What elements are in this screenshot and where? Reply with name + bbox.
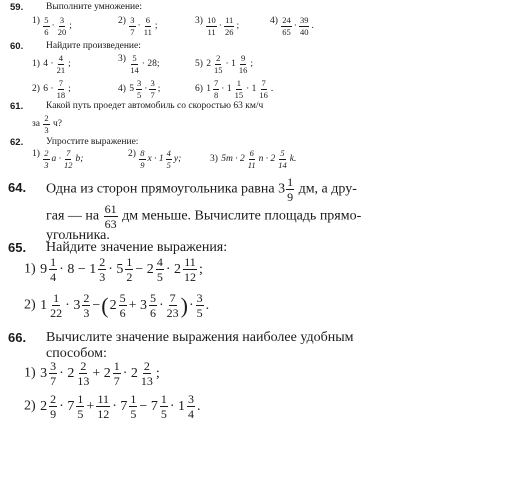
math-text: ; (68, 59, 71, 69)
problem-66-line-2: способом: (46, 346, 107, 361)
math-text: a · (51, 154, 62, 164)
math-text: ; (236, 21, 240, 31)
fraction: $\frac{3}{7}$ (150, 78, 155, 100)
math-text: · 3 (65, 297, 81, 313)
math-text: 4 · (43, 59, 54, 69)
problem-59-title: Выполните умножение: (46, 2, 142, 12)
fraction: $\frac{7}{18}$ (56, 78, 66, 100)
problem-60-item-4: 4) 5 $\frac{3}{5}$ · $\frac{3}{7}$ ; (118, 78, 161, 100)
problem-60-title: Найдите произведение: (46, 41, 141, 51)
math-text: ; (154, 21, 158, 31)
problem-62-item-1: 1) $\frac{2}{3}$ a · $\frac{7}{12}$ b; (32, 148, 84, 170)
problem-60-item-2: 2) 6 · $\frac{7}{18}$ ; (32, 78, 71, 100)
math-text: + 3 (128, 297, 147, 313)
fraction: $\frac{9}{16}$ (238, 53, 248, 75)
fraction: $\frac{2}{3}$ (99, 255, 106, 284)
problem-65-title: Найдите значение выражения: (46, 240, 228, 255)
problem-59-item-3: 3) $\frac{10}{11}$ · $\frac{11}{26}$ ; (195, 15, 240, 37)
math-text: · (51, 21, 55, 31)
fraction: $\frac{5}{14}$ (130, 53, 139, 75)
math-text: · 2 (59, 365, 75, 381)
math-text: ; (69, 21, 72, 31)
problem-65-item-1: 1) 9 $\frac{1}{4}$ · 8 − 1 $\frac{2}{3}$ · 5 $\frac{1}{2}$ − 2 $\frac{4}{5}$ · 2 $\frac{11}{12}$ ; (24, 255, 203, 284)
fraction: $\frac{2}{3}$ (83, 291, 90, 320)
math-text: . (205, 297, 210, 313)
fraction: $\frac{7}{12}$ (64, 148, 73, 170)
math-text: + 2 (92, 365, 111, 381)
problem-66-line-1: Вычислите значение выражения наиболее удобным (46, 330, 354, 345)
fraction: $\frac{3}{5}$ (137, 78, 142, 100)
math-text: ; (250, 59, 253, 69)
math-text: 3 (40, 365, 48, 381)
math-text: y; (173, 154, 182, 164)
math-text: 1 (40, 297, 48, 313)
math-text: · (293, 21, 297, 31)
math-text: · 7 (59, 398, 75, 414)
fraction: $\frac{3}{20}$ (57, 15, 67, 37)
fraction: $\frac{39}{40}$ (299, 15, 309, 37)
problem-61-fraction: $\frac{2}{3}$ (44, 113, 49, 135)
math-text: · 28; (141, 59, 160, 69)
problem-59-item-1: 1) $\frac{5}{6}$ · $\frac{3}{20}$ ; (32, 15, 72, 37)
math-text: · 8 − 1 (59, 261, 97, 277)
math-text: 2 (206, 59, 212, 69)
fraction: $\frac{3}{7}$ (130, 15, 135, 37)
math-text: . (270, 84, 274, 94)
problem-66-number: 66. (8, 330, 27, 345)
math-text: 6 · (43, 84, 54, 94)
math-text: ; (68, 84, 71, 94)
fraction: $\frac{3}{5}$ (196, 291, 203, 320)
problem-59-item-2: 2) $\frac{3}{7}$ · $\frac{6}{11}$ ; (118, 15, 158, 37)
math-text: · (137, 21, 141, 31)
fraction: $\frac{10}{11}$ (207, 15, 216, 37)
math-text: + (86, 398, 95, 414)
math-text: · (144, 84, 148, 94)
fraction: $\frac{1}{5}$ (77, 392, 84, 421)
problem-62-item-3: 3) 5m · 2 $\frac{6}{11}$ n · 2 $\frac{5}{14}$ k. (210, 148, 297, 170)
problem-61-number: 61. (10, 101, 24, 112)
fraction: $\frac{1}{15}$ (234, 78, 244, 100)
fraction: $\frac{2}{13}$ (140, 359, 153, 388)
fraction: $\frac{7}{16}$ (259, 78, 268, 100)
problem-60-item-5: 5) 2 $\frac{2}{15}$ · 1 $\frac{9}{16}$ ; (195, 53, 253, 75)
problem-64-number: 64. (8, 180, 27, 195)
fraction: $\frac{2}{9}$ (50, 392, 57, 421)
math-text: · 1 (246, 84, 257, 94)
problem-64-line-1: Одна из сторон прямоугольника равна 3 $\frac{1}{9}$ дм, а дру- (46, 175, 357, 204)
math-text: 1 (206, 84, 212, 94)
fraction: $\frac{1}{4}$ (50, 255, 57, 284)
fraction: $\frac{11}{26}$ (224, 15, 234, 37)
math-text: · 1 (221, 84, 232, 94)
problem-65-number: 65. (8, 240, 27, 255)
fraction: $\frac{11}{12}$ (183, 255, 196, 284)
fraction: $\frac{24}{65}$ (282, 15, 291, 37)
problem-66-item-1: 1) 3 $\frac{3}{7}$ · 2 $\frac{2}{13}$ + 2 $\frac{1}{7}$ · 2 $\frac{2}{13}$ ; (24, 359, 160, 388)
math-text: 2 (109, 297, 117, 313)
math-text: k. (289, 154, 297, 164)
fraction: $\frac{8}{9}$ (140, 148, 145, 170)
fraction: $\frac{7}{8}$ (214, 78, 219, 100)
math-text: · 1 (225, 59, 236, 69)
math-text: · 7 (112, 398, 128, 414)
math-text: − (92, 297, 101, 313)
problem-60-item-1: 1) 4 · $\frac{4}{21}$ ; (32, 53, 71, 75)
math-text: 9 (40, 261, 48, 277)
math-text: 2 (40, 398, 48, 414)
math-text: · (218, 21, 222, 31)
math-text: ; (155, 365, 160, 381)
math-text: · (188, 297, 194, 313)
math-text: ; (157, 84, 161, 94)
fraction: $\frac{2}{15}$ (214, 53, 223, 75)
problem-64-line-3: угольника. (46, 228, 110, 243)
fraction: $\frac{1}{7}$ (113, 359, 120, 388)
fraction: $\frac{6}{11}$ (247, 148, 256, 170)
fraction: $\frac{5}{14}$ (278, 148, 287, 170)
math-text: − 2 (135, 261, 154, 277)
math-text: b; (75, 154, 84, 164)
fraction: $\frac{4}{5}$ (156, 255, 163, 284)
fraction: $\frac{11}{12}$ (97, 392, 110, 421)
math-text: − 7 (139, 398, 158, 414)
fraction: $\frac{1}{22}$ (50, 291, 63, 320)
fraction: $\frac{4}{21}$ (56, 53, 66, 75)
fraction: $\frac{6}{11}$ (143, 15, 152, 37)
problem-65-item-2: 2) 1 $\frac{1}{22}$ · 3 $\frac{2}{3}$ − ( 2 $\frac{5}{6}$ + 3 $\frac{5}{6}$ · $\frac{7}{23}$ ) · $\frac{3}{5}$ . (24, 291, 210, 320)
fraction: $\frac{3}{7}$ (50, 359, 57, 388)
fraction: $\frac{5}{6}$ (119, 291, 126, 320)
fraction: $\frac{1}{5}$ (160, 392, 167, 421)
math-text: x · 1 (147, 154, 164, 164)
math-text: ; (198, 261, 203, 277)
math-text: n · 2 (258, 154, 276, 164)
math-text: · (158, 297, 164, 313)
fraction: $\frac{1}{5}$ (130, 392, 137, 421)
math-text: 5 (129, 84, 135, 94)
open-paren: ( (101, 292, 109, 318)
close-paren: ) (180, 292, 188, 318)
problem-62-title: Упростите выражение: (46, 137, 139, 147)
problem-59-item-4: 4) $\frac{24}{65}$ · $\frac{39}{40}$ . (270, 15, 314, 37)
math-text: . (311, 21, 314, 31)
problem-62-item-2: 2) $\frac{8}{9}$ x · 1 $\frac{4}{5}$ y; (128, 148, 182, 170)
math-text: · 2 (122, 365, 138, 381)
problem-60-item-6: 6) 1 $\frac{7}{8}$ · 1 $\frac{1}{15}$ · 1 $\frac{7}{16}$ . (195, 78, 274, 100)
math-text: · 1 (169, 398, 185, 414)
problem-66-item-2: 2) 2 $\frac{2}{9}$ · 7 $\frac{1}{5}$ + $\frac{11}{12}$ · 7 $\frac{1}{5}$ − 7 $\frac{1}{5}$ · 1 $\frac{3}{4}$ . (24, 392, 201, 421)
math-text: · 2 (165, 261, 181, 277)
problem-59-number: 59. (10, 2, 24, 13)
math-text: · 5 (108, 261, 124, 277)
problem-60-number: 60. (10, 41, 24, 52)
fraction: $\frac{2}{13}$ (77, 359, 90, 388)
fraction: $\frac{4}{5}$ (166, 148, 171, 170)
math-text: . (197, 398, 201, 414)
problem-61-line-2: за $\frac{2}{3}$ ч? (32, 113, 62, 135)
fraction: $\frac{1}{2}$ (126, 255, 133, 284)
problem-62-number: 62. (10, 137, 24, 148)
fraction: $\frac{2}{3}$ (44, 148, 49, 170)
problem-61-line-1: Какой путь проедет автомобиль со скоростью 63 км/ч (46, 101, 264, 111)
math-text: 5m · 2 (221, 154, 245, 164)
fraction: $\frac{5}{6}$ (149, 291, 156, 320)
problem-64-line-2: гая — на $\frac{61}{63}$ дм меньше. Вычислите площадь прямо- (46, 202, 362, 231)
fraction: $\frac{3}{4}$ (188, 392, 194, 421)
fraction: $\frac{5}{6}$ (44, 15, 49, 37)
fraction: $\frac{7}{23}$ (166, 291, 179, 320)
problem-60-item-3: 3) $\frac{5}{14}$ · 28; (118, 53, 160, 75)
